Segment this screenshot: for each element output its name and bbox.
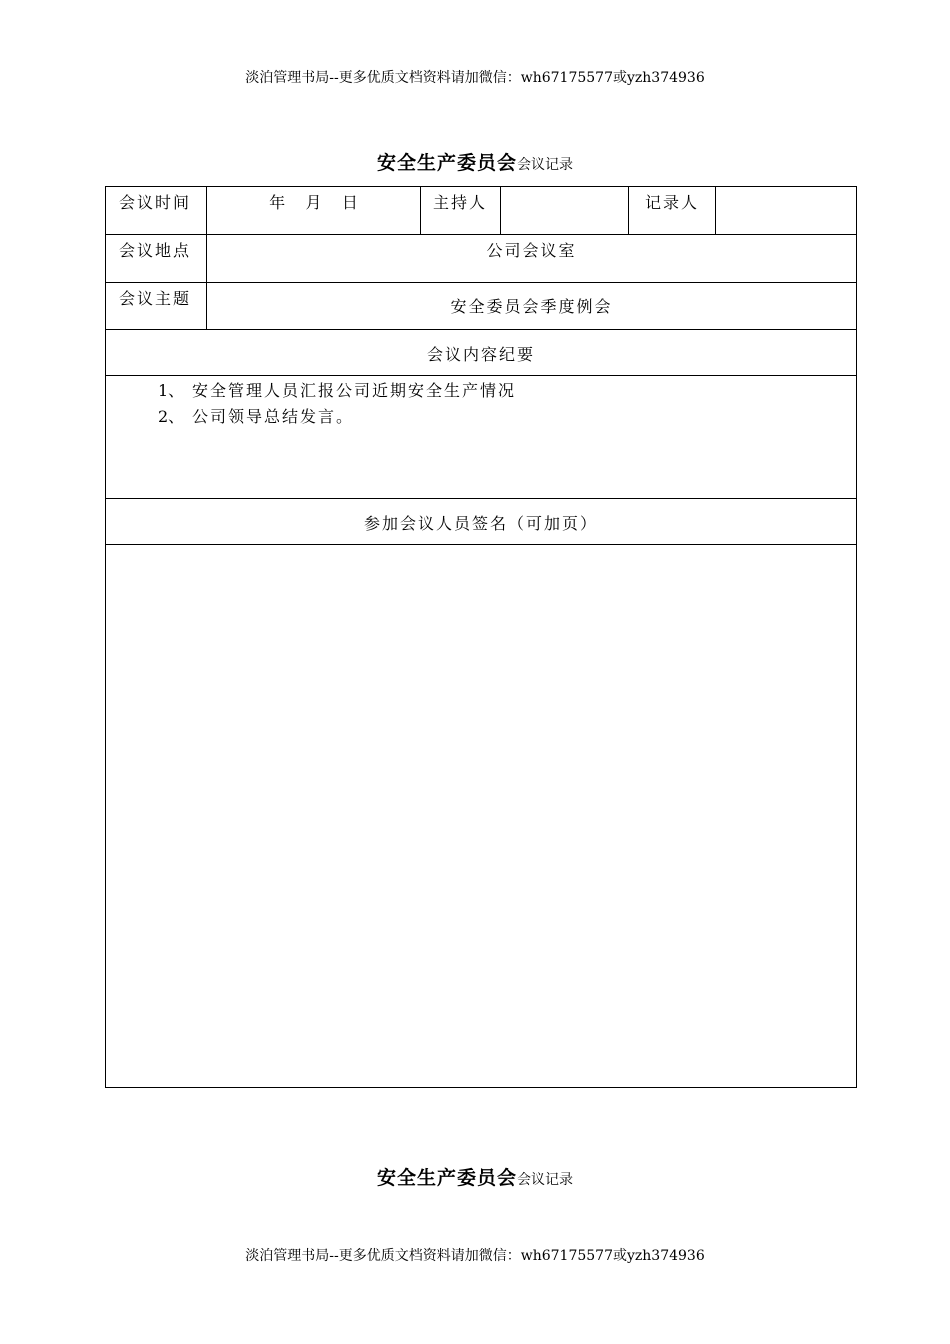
content-item [158, 404, 856, 430]
host-field[interactable] [501, 187, 629, 234]
signature-header: 参加会议人员签名（可加页） [363, 514, 598, 533]
host-label: 主持人 [421, 187, 501, 234]
title-sub: 会议记录 [517, 1172, 573, 1188]
topic-label: 会议主题 [106, 283, 207, 329]
meeting-date-field[interactable]: 年 月 日 [207, 187, 421, 234]
topic-value[interactable]: 安全委员会季度例会 [450, 297, 613, 316]
footer-note: 淡泊管理书局--更多优质文档资料请加微信：wh67175577或yzh374936 [245, 1248, 705, 1264]
title-main: 安全生产委员会 [376, 152, 517, 174]
header-note: 淡泊管理书局--更多优质文档资料请加微信：wh67175577或yzh374936 [245, 70, 705, 86]
row-signature-area [106, 545, 856, 1087]
recorder-field[interactable] [716, 187, 856, 234]
location-value[interactable]: 公司会议室 [486, 241, 577, 260]
row-topic [106, 283, 856, 330]
row-signature-header [106, 499, 856, 545]
row-content-body [106, 376, 856, 499]
content-header: 会议内容纪要 [426, 345, 535, 364]
title-sub: 会议记录 [517, 157, 573, 173]
row-content-header [106, 330, 856, 376]
row-time-host-recorder [106, 187, 856, 235]
content-item-text: 安全管理人员汇报公司近期安全生产情况 [192, 381, 517, 400]
row-location [106, 235, 856, 283]
location-label: 会议地点 [106, 235, 207, 282]
recorder-label: 记录人 [629, 187, 716, 234]
meeting-record-form [105, 186, 857, 1088]
title-main: 安全生产委员会 [376, 1167, 517, 1189]
signature-area[interactable] [106, 545, 856, 1087]
content-item-text: 公司领导总结发言。 [192, 407, 355, 426]
content-item [158, 378, 856, 404]
document-title [0, 148, 950, 175]
content-item-number: 2、 [158, 407, 185, 426]
content-item-number: 1、 [158, 381, 185, 400]
document-title-next-page [0, 1163, 950, 1190]
content-body[interactable] [106, 376, 856, 498]
meeting-time-label: 会议时间 [106, 187, 207, 234]
